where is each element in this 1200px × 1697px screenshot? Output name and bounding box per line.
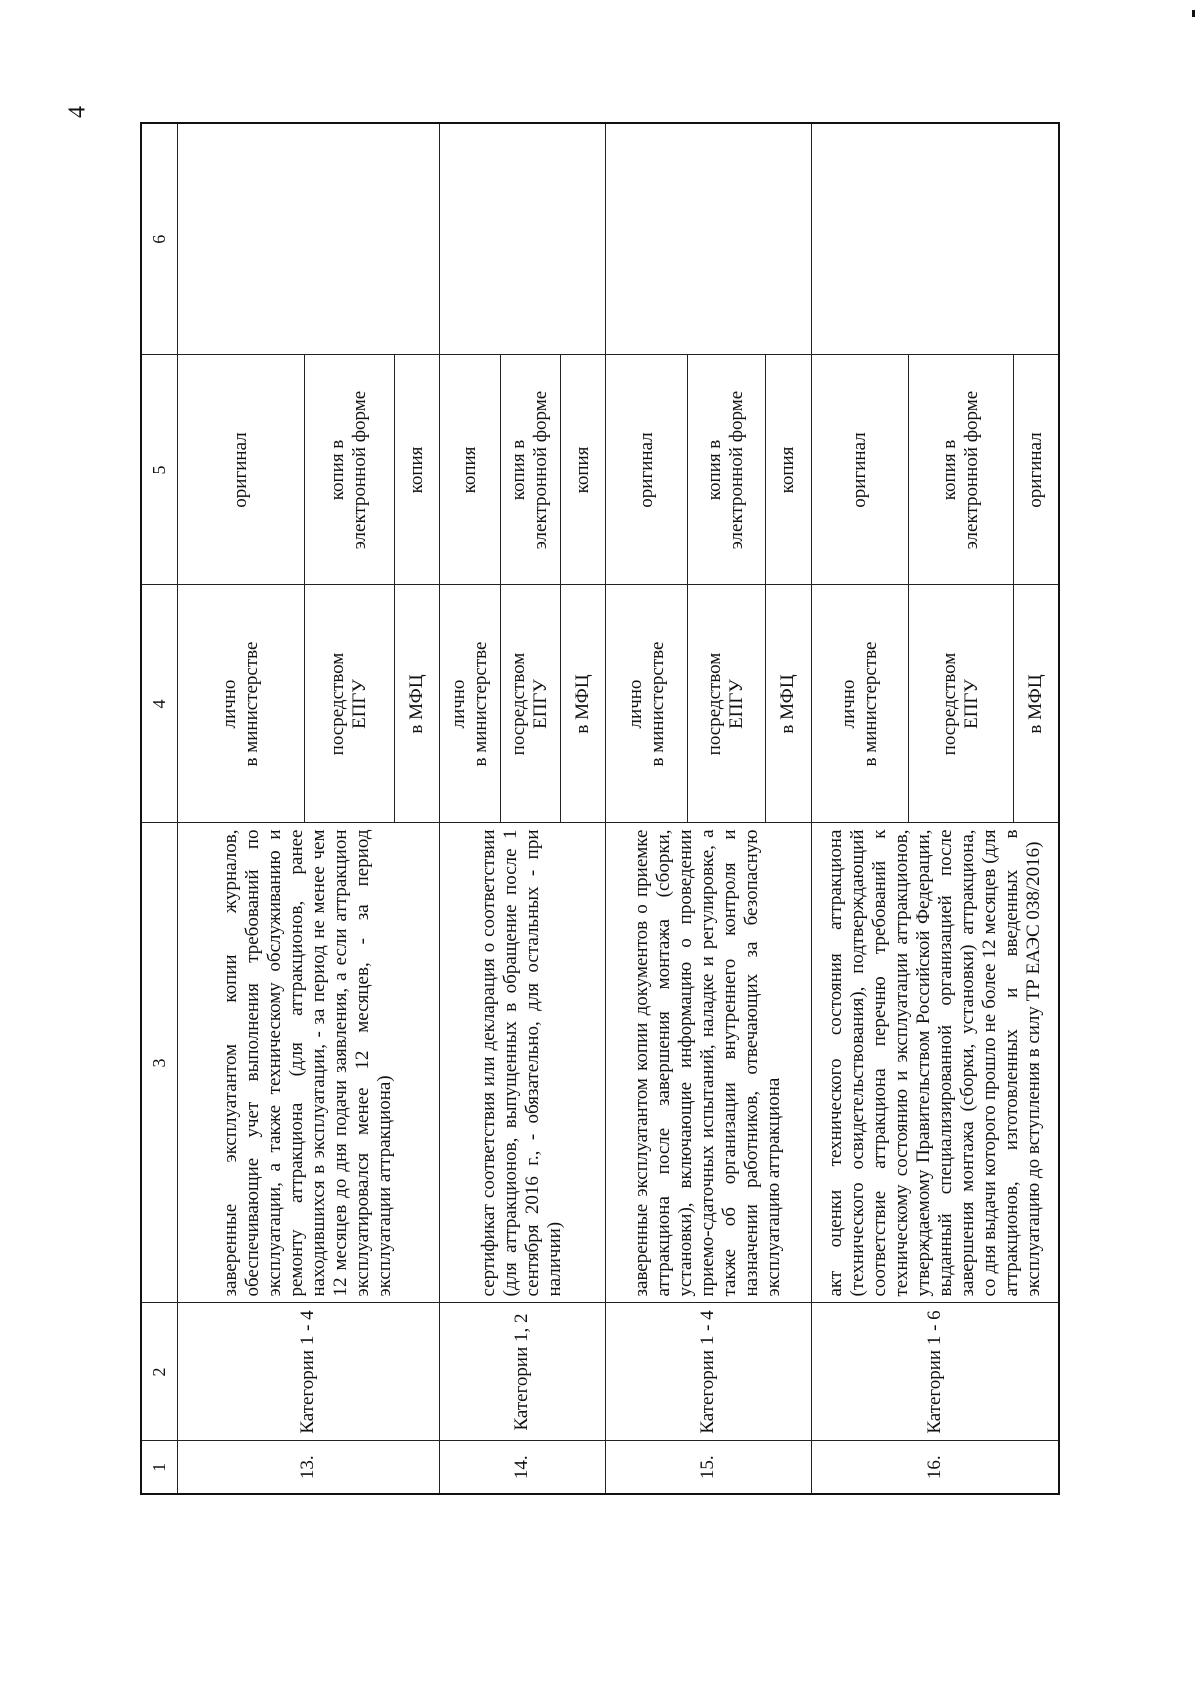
notes-cell xyxy=(606,123,812,355)
form-line: копия xyxy=(777,446,799,494)
form-line: оригинал xyxy=(229,432,251,508)
row-number: 16. xyxy=(811,1441,1059,1494)
method-line: в МФЦ xyxy=(405,674,427,734)
document-form xyxy=(177,355,304,585)
header-row xyxy=(141,123,177,1494)
table-row xyxy=(439,123,500,1494)
form-line: электронной форме xyxy=(726,390,748,550)
row-number: 13. xyxy=(177,1441,439,1494)
method-line: в МФЦ xyxy=(572,674,594,734)
form-line: электронной форме xyxy=(960,390,982,550)
form-line: копия в xyxy=(508,439,530,501)
submission-method xyxy=(561,585,606,823)
submission-method xyxy=(395,585,440,823)
category-cell: Категории 1 - 4 xyxy=(177,1303,439,1441)
document-form xyxy=(561,355,606,585)
scan-edge-mark xyxy=(1192,10,1195,17)
method-line: в МФЦ xyxy=(777,674,799,734)
table-row xyxy=(811,123,908,1494)
header-cell: 1 xyxy=(141,1441,177,1494)
header-cell: 6 xyxy=(141,123,177,355)
method-line: ЕПГУ xyxy=(726,679,748,729)
form-line: электронной форме xyxy=(530,390,552,550)
row-number: 15. xyxy=(606,1441,812,1494)
submission-method xyxy=(177,585,304,823)
table-row xyxy=(606,123,688,1494)
submission-method xyxy=(439,585,500,823)
submission-method xyxy=(500,585,561,823)
description-cell: заверенные эксплуатантом копии документов о приемке аттракциона после завершения монтажа (сборки, установки), включающие информацию о проведении приемо-сдаточных испытаний, наладке и регулировке, а также об организации внутреннего контроля и назначении работников, отвечающих за безопасную эксплуатацию аттракциона xyxy=(606,823,812,1303)
header-cell: 3 xyxy=(141,823,177,1303)
category-cell: Категории 1 - 4 xyxy=(606,1303,812,1441)
form-line: копия xyxy=(572,446,594,494)
form-line: копия в xyxy=(327,439,349,501)
method-line: в министерстве xyxy=(240,641,262,767)
form-line: копия в xyxy=(704,439,726,501)
document-form xyxy=(908,355,1013,585)
header-cell: 4 xyxy=(141,585,177,823)
document-form xyxy=(304,355,395,585)
method-line: посредством xyxy=(704,652,726,756)
table-row xyxy=(177,123,304,1494)
description-cell: акт оценки технического состояния аттракциона (технического освидетельствования), подтверждающий соответствие аттракциона перечню требований к техническому состоянию и эксплуатации аттракционов, утверждаемому Правительством Российской Федерации, выданный специализированной организацией после завершения монтажа (сборки, установки) аттракциона, со дня выдачи которого прошло не более 12 месяцев (для аттракционов, изготовленных и введенных в эксплуатацию до вступления в силу ТР ЕАЭС 038/2016) xyxy=(811,823,1059,1303)
method-line: посредством xyxy=(508,652,530,756)
row-number: 14. xyxy=(439,1441,605,1494)
document-form xyxy=(606,355,688,585)
submission-method xyxy=(688,585,766,823)
form-line: электронной форме xyxy=(349,390,371,550)
method-line: лично xyxy=(837,679,859,729)
category-cell: Категории 1, 2 xyxy=(439,1303,605,1441)
header-cell: 5 xyxy=(141,355,177,585)
document-form xyxy=(395,355,440,585)
document-form xyxy=(439,355,500,585)
method-line: посредством xyxy=(327,652,349,756)
document-form xyxy=(811,355,908,585)
category-cell: Категории 1 - 6 xyxy=(811,1303,1059,1441)
method-line: лично xyxy=(624,679,646,729)
submission-method xyxy=(1014,585,1059,823)
form-line: оригинал xyxy=(848,432,870,508)
method-line: ЕПГУ xyxy=(349,679,371,729)
method-line: в МФЦ xyxy=(1025,674,1047,734)
description-cell: сертификат соответствия или декларация о соответствии (для аттракционов, выпущенных в обращение после 1 сентября 2016 г., - обязательно, для остальных - при наличии) xyxy=(439,823,605,1303)
notes-cell xyxy=(811,123,1059,355)
submission-method xyxy=(304,585,395,823)
submission-method xyxy=(765,585,811,823)
method-line: в министерстве xyxy=(469,641,491,767)
form-line: копия xyxy=(458,446,480,494)
document-form xyxy=(1014,355,1059,585)
method-line: в министерстве xyxy=(859,641,881,767)
submission-method xyxy=(908,585,1013,823)
form-line: копия в xyxy=(938,439,960,501)
method-line: посредством xyxy=(938,652,960,756)
submission-method xyxy=(606,585,688,823)
submission-method xyxy=(811,585,908,823)
documents-table xyxy=(140,122,1060,1495)
method-line: ЕПГУ xyxy=(960,679,982,729)
method-line: ЕПГУ xyxy=(530,679,552,729)
method-line: в министерстве xyxy=(646,641,668,767)
method-line: лично xyxy=(218,679,240,729)
form-line: оригинал xyxy=(1025,432,1047,508)
document-form xyxy=(765,355,811,585)
document-form xyxy=(500,355,561,585)
form-line: оригинал xyxy=(635,432,657,508)
rotated-table-container xyxy=(140,124,1060,1495)
document-form xyxy=(688,355,766,585)
description-cell: заверенные эксплуатантом копии журналов, обеспечивающие учет выполнения требований по эксплуатации, а также техническому обслуживанию и ремонту аттракциона (для аттракционов, ранее находившихся в эксплуатации, - за период не менее чем 12 месяцев до дня подачи заявления, а если аттракцион эксплуатировался менее 12 месяцев, - за период эксплуатации аттракциона) xyxy=(177,823,439,1303)
page-number: 4 xyxy=(64,106,91,118)
notes-cell xyxy=(439,123,605,355)
method-line: лично xyxy=(447,679,469,729)
header-cell: 2 xyxy=(141,1303,177,1441)
form-line: копия xyxy=(405,446,427,494)
notes-cell xyxy=(177,123,439,355)
